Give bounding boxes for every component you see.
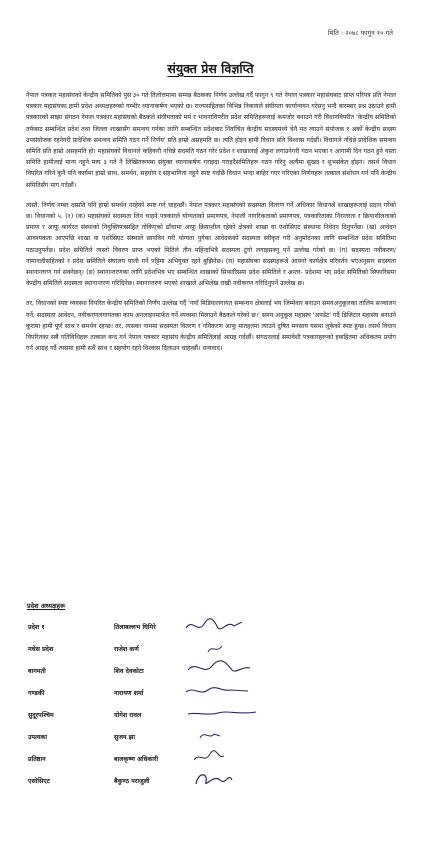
signatory-row xyxy=(28,702,308,724)
handwritten-signature xyxy=(178,680,268,702)
signatory-province: बागमती xyxy=(28,668,46,675)
body-paragraph: तर, विधानको स्पष्ट व्यवस्था विपरित केन्द्रीय समितिको निर्णय उल्लेख गर्दै 'नयाँ मिडियालगायत सम्बन्धन क्षेत्रलाई भय जिम्मेवार बनाउन समयअनुकूलका तालिम सञ्चालन गर्ने, सदस्यता आवेदन, नवीकरणलगायतका काम अनलाइनमार्फत गर्ने व्यवस्था मिलाउने बैठकले गरेको छ।' समय अनुकूल महासंघ 'अपडेट' गर्दै डिजिटल महासंघ बनाउने कुरामा हामी पूर्ण साथ र समर्थन रहन्छ। तर, त्यसका नाममा सदस्यता वितरण र नविकरण आफू मातहतमा त्याउने दुषित मनसाय यसमा लुकेको स्पष्ट हुन्छ। तसर्थ विधान विपरितका सबै गतिविधिहरू तत्काल बन्द गर्न नेपाल पत्रकार महासंघ केन्द्रीय समितिलाई आग्रह गर्दछौं। संगठनलाई समावेशी पत्रकारहरूको हकहितमा अधिकतम प्रयोग गर्न आग्रह गर्दै त्यसमा हामी सधैं साथ र सहयोग रहने विश्वास दिलाउन चाहन्छौं। धन्यवाद। xyxy=(26,300,396,353)
signatory-province: एसोसिएट xyxy=(28,778,50,785)
body-paragraph: त्यस्तै, निर्णय नम्बर दस्प्रति पनि हाम्रो समर्थन नरहेको स्पष्ट गर्न चाहन्छौं। नेपाल पत्रकार महासंघको सदस्यता वितरण गर्ने अधिकार विधानले शाखाहरूलाई प्रदान गरेको छ। विधानको ५. (१) (क) महासंघको सदस्यता लिन चाहने पत्रकारले योग्यताको प्रमाणपत्र, नेपाली नागरिकताको प्रमाणपत्र, पत्रकारिताका निरन्तरता र क्रियाशीलताको प्रमाण र आफू कार्यरत संस्थाको नियुक्तिपत्रसहित तोकिएको ढाँचामा आफू क्रियाशील रहेको क्षेत्रको शाखा वा एशोसिएट संस्थामा निवेदन दिनुपर्नेछ। (ख) आवेदन आवश्यकता आएपछि शाखा वा एशोसिएट संस्थाले छानविन गरी योग्यता पुगेका आवेदकको सदस्यता स्वीकृत गरी अनुमोदनका लागि सम्बन्धित प्रदेश समितिमा पठाउनुपर्नेछ। प्रदेश समितिले त्यस्तो विवरण प्राप्त भएको मितिले तीन महिनाभित्रै सदस्यता टुंगो लगाइसक्नु पर्ने उल्लेख गरेको छ। (ग) सदस्यता नवीकरण/नामावलीसहितको र प्रदेश समितिले संघालय पाली गर्ने पट्टिमा अभियुक्त रहने बुझिनेछ। (घ) महासंघका सदस्यहरूले आफ्नो कार्यक्षेत्र परिवर्तन भएअनुसार सदस्यता स्थानान्तरण गर्न सक्नेछन्। (ङ) स्थानान्तरणका लागि प्रदेशभित्र भए सम्बन्धित शाखाको सिफारिसमा प्रदेश समितिले र अन्तर- प्रदेशमा भए प्रदेश समितिको सिफारिसमा केन्द्रीय समितिले सदस्यता स्थानान्तरण गरिदिनेछ। स्थानान्तरण भएको शाखाले अभिलेख राखी नवीकरण गरिदिनुपर्ने उल्लेख छ। xyxy=(26,201,396,288)
signatory-province: उपत्यका xyxy=(28,734,47,741)
signatory-row xyxy=(28,636,308,658)
release-date: मिति : २०७८ फागुन १० गते xyxy=(327,29,393,37)
signatory-province: मधेस प्रदेश xyxy=(28,646,54,653)
handwritten-signature xyxy=(178,724,268,746)
signatory-row xyxy=(28,658,308,680)
signatory-name: शिव देवकोटा xyxy=(114,668,144,675)
signatory-name: बैकुण्ठ पराजुली xyxy=(114,778,150,785)
signatory-province: सुदूरपश्चिम xyxy=(28,712,54,719)
signatory-row xyxy=(28,724,308,746)
signatory-row xyxy=(28,746,308,768)
handwritten-signature xyxy=(178,768,268,790)
handwritten-signature xyxy=(178,658,268,680)
signatory-name: तिलाबल्लभ घिमिरे xyxy=(114,624,156,631)
body-paragraph: नेपाल पत्रकार महासंघको केन्द्रीय समितिको पुस ३० गते तिलोत्तमामा सम्पन्न बैठकका निर्णय उल्लेख गर्दै फागुन ९ गते नेपाल पत्रकार महासंघबाट प्राप्त परिपत्र प्रति नेपाल पत्रकार महासंघका हामी प्रदेश अध्यक्षहरूको गम्भीर ध्यानाकर्षण भएको छ। राज्यसहितका विभिन्न निकायले संघीयता कार्यान्वयन गरेसनु भन्दै बारम्बार प्रश्न उठाउने हामी पत्रकारको साझा संगठन नेपाल पत्रकार महासंघको बैठकले संघीयताको मर्म र भावनाविपरीत प्रदेश समितिहरूलाई कमजोर बनाउने गरी विधानविपरीत 'केन्द्रीय समितिको तर्फबाट सम्बन्धित प्रदेश तथा जिल्ला शाखासँग समन्वय गर्नका लागि सम्बन्धित प्रदेशबाट निर्वाचित केन्द्रीय सदस्यमध्ये चेनै मत त्याउने संयोजक र अर्को केन्द्रीय सदस्य उपसंयोजक रहनेगरी प्रादेशिक समन्वय समिति गठन गर्ने निर्णय' प्रति हाम्रो असहमति छ। त्यति होइन हामी विधान प्रति विश्वास गर्दछौं। विधानले नचिन्ने प्रादेशिक समन्वय समिति प्रति हाम्रो असहमति हो। महासंघको विधानले कहिकरौ नचिन्ने सदमति गठन गरेर प्रदेश र शाखालाई अंकुश लगाउनेगरी गठन भएका र आगामी दिन गठन हुने यस्ता समिति हामीलाई मान्य नहुने माघ ३ गते नै लिखितरूपमा संयुक्त ध्यानाकर्षण गराइदा गराइदैसमितिहरू गठन गरिनु अत्यैमा सुखद र शुभसंकेत होइन। तसर्थ विधान विपरित गरिने कुनै पनि कार्यमा हाम्रो साथ, समर्थन, सहयोग र सहभागिता नहुने स्पष्ट गर्दाछै विधान भन्दा बाहिर गएर गरिएका निर्णयहरू तत्काल संशोधन गर्न पनि केन्द्रीय समितिसँग माग गर्दछौं। xyxy=(26,92,396,189)
signatory-name: नारायण शर्मा xyxy=(114,690,144,697)
handwritten-signature xyxy=(178,614,268,636)
signatory-row xyxy=(28,680,308,702)
signatories-heading: प्रदेश अध्यक्षहरू xyxy=(27,602,66,610)
document-title: संयुक्त प्रेस विज्ञप्ति xyxy=(167,61,254,76)
signatory-name: सुजन झा xyxy=(114,734,136,741)
handwritten-signature xyxy=(178,702,268,724)
signatory-name: योगेश रावल xyxy=(114,712,142,719)
signatory-row xyxy=(28,768,308,790)
signatory-province: प्रतिष्ठान xyxy=(28,756,46,763)
signatory-row xyxy=(28,614,308,636)
signatories-list xyxy=(28,614,308,790)
signatory-province: गण्डकी xyxy=(28,690,45,697)
signatory-name: राजेश कर्ण xyxy=(114,646,139,653)
document-body xyxy=(26,90,396,363)
signatory-name: बालकृष्ण अधिकारी xyxy=(114,756,159,763)
signatory-province: प्रदेश १ xyxy=(28,624,45,631)
handwritten-signature xyxy=(178,636,268,658)
handwritten-signature xyxy=(178,746,268,768)
